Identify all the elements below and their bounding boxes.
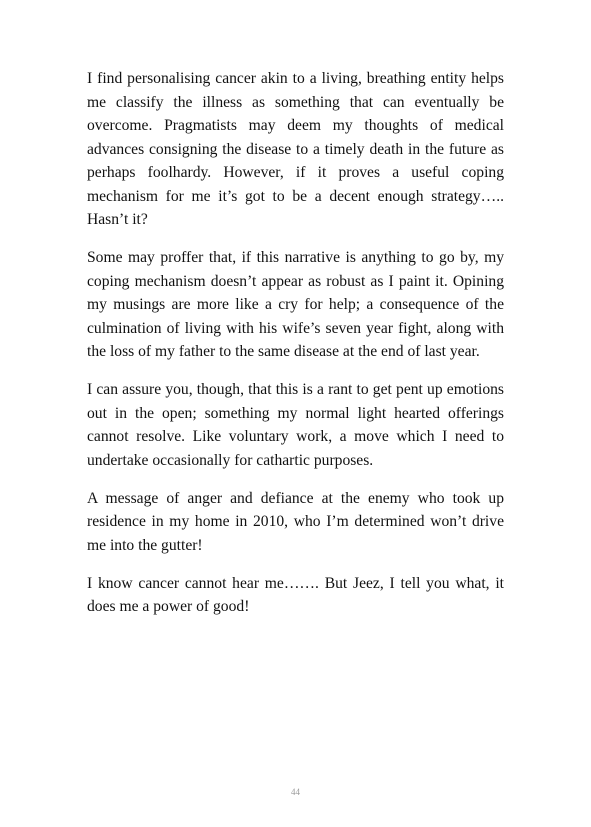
paragraph: I know cancer cannot hear me……. But Jeez, I tell you what, it does me a power of good! xyxy=(87,574,504,615)
page-number: 44 xyxy=(291,787,300,797)
paragraph: I can assure you, though, that this is a rant to get pent up emotions out in the open; something my normal light hearted offerings cannot resolve. Like voluntary work, a move which I need to undertake occasionally for cathartic purposes. xyxy=(87,381,504,469)
paragraph: Some may proffer that, if this narrative is anything to go by, my coping mechanism doesn’t appear as robust as I paint it. Opining my musings are more like a cry for help; a consequence of the culmination of living with his wife’s seven year fight, along with the loss of my father to the same disease at the end of last year. xyxy=(87,249,504,360)
paragraph: A message of anger and defiance at the enemy who took up residence in my home in 2010, who I’m determined won’t drive me into the gutter! xyxy=(87,489,504,554)
body-text xyxy=(87,67,504,633)
paragraph: I find personalising cancer akin to a living, breathing entity helps me classify the illness as something that can eventually be overcome. Pragmatists may deem my thoughts of medical advances consigning the disease to a timely death in the future as perhaps foolhardy. However, if it proves a useful coping mechanism for me it’s got to be a decent enough strategy….. Hasn’t it? xyxy=(87,70,504,228)
